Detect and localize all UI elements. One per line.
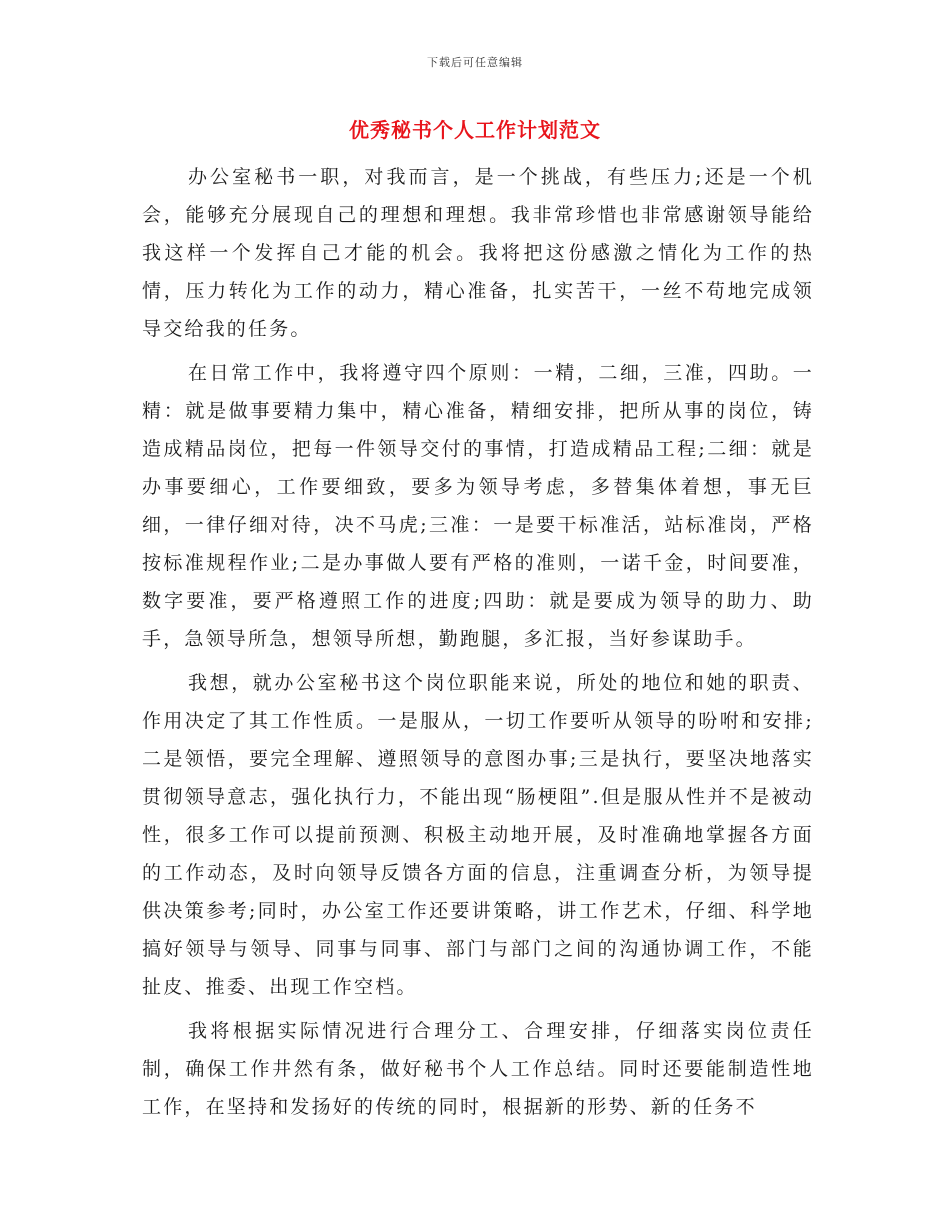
- document-body: [142, 158, 814, 1132]
- paragraph-4: 我将根据实际情况进行合理分工、合理安排，仔细落实岗位责任制，确保工作井然有条，做好秘书个人工作总结。同时还要能制造性地工作，在坚持和发扬好的传统的同时，根据新的形势、新的任务不: [142, 1020, 814, 1118]
- paragraph-3: 我想，就办公室秘书这个岗位职能来说，所处的地位和她的职责、作用决定了其工作性质。一是服从，一切工作要听从领导的吩咐和安排;二是领悟，要完全理解、遵照领导的意图办事;三是执行，要坚决地落实贯彻领导意志，强化执行力，不能出现“肠梗阻”.但是服从性并不是被动性，很多工作可以提前预测、积极主动地开展，及时准确地掌握各方面的工作动态，及时向领导反馈各方面的信息，注重调查分析，为领导提供决策参考;同时，办公室工作还要讲策略，讲工作艺术，仔细、科学地搞好领导与领导、同事与同事、部门与部门之间的沟通协调工作，不能扯皮、推委、出现工作空档。: [142, 672, 814, 998]
- paragraph-1: 办公室秘书一职，对我而言，是一个挑战，有些压力;还是一个机会，能够充分展现自己的理想和理想。我非常珍惜也非常感谢领导能给我这样一个发挥自己才能的机会。我将把这份感激之情化为工作的热情，压力转化为工作的动力，精心准备，扎实苦干，一丝不苟地完成领导交给我的任务。: [142, 166, 814, 340]
- paragraph-2: 在日常工作中，我将遵守四个原则：一精，二细，三准，四助。一精：就是做事要精力集中，精心准备，精细安排，把所从事的岗位，铸造成精品岗位，把每一件领导交付的事情，打造成精品工程;二细：就是办事要细心，工作要细致，要多为领导考虑，多替集体着想，事无巨细，一律仔细对待，决不马虎;三准：一是要干标准活，站标准岗，严格按标准规程作业;二是办事做人要有严格的准则，一诺千金，时间要准，数字要准，要严格遵照工作的进度;四助：就是要成为领导的助力、助手，急领导所急，想领导所想，勤跑腿，多汇报，当好参谋助手。: [142, 362, 814, 650]
- page-header-note: 下载后可任意编辑: [427, 56, 523, 69]
- document-title: 优秀秘书个人工作计划范文: [349, 118, 601, 142]
